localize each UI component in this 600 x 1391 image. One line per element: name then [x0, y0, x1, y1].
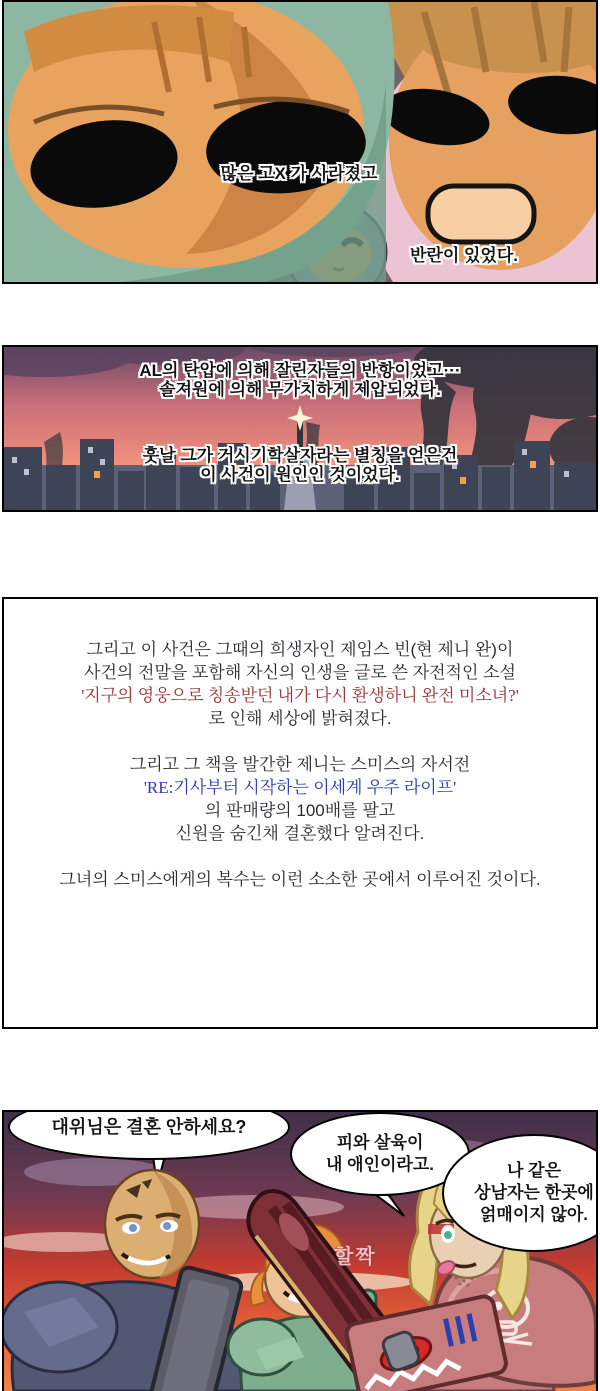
panel-three-soldiers	[2, 1110, 598, 1391]
narration-line-4: 로 인해 세상에 밝혀졌다.	[208, 709, 392, 728]
narration-line-5: 그리고 그 책을 발간한 제니는 스미스의 자서전	[129, 755, 471, 774]
panel1-artwork	[4, 2, 596, 282]
narration-line-8: 신원을 숨긴채 결혼했다 알려진다.	[175, 824, 425, 843]
caption-line: 솔져원에 의해 무가치하게 제압되었다.	[159, 380, 441, 399]
panel-closeup-faces	[2, 0, 598, 284]
narration-line-1: 그리고 이 사건은 그때의 희생자인 제임스 빈(현 제니 완)이	[86, 640, 514, 659]
caption-massacre-nickname	[4, 446, 596, 484]
bubble-text: 나 같은	[507, 1161, 561, 1180]
caption-line: 이 사건이 원인인 것이었다.	[200, 465, 400, 484]
narration-book-title-blue: 'RE:기사부터 시작하는 이세계 우주 라이프'	[143, 778, 457, 797]
bubble-text: 내 애인이라고.	[326, 1155, 434, 1174]
bubble-text: 피와 살육이	[336, 1133, 424, 1152]
caption-line: AL의 탄압에 의해 잘린자들의 반항이었고···	[139, 361, 461, 380]
caption-rebellion: 반란이 있었다.	[410, 246, 518, 265]
narration-book-title-red: '지구의 영웅으로 칭송받던 내가 다시 환생하니 완전 미소녀?'	[81, 686, 519, 705]
panel-burning-city	[2, 345, 598, 512]
narration-line-7: 의 판매량의 100배를 팔고	[204, 801, 396, 820]
panel-narration-text	[2, 597, 598, 1029]
caption-line: 훗날 그가 거시기학살자라는 별칭을 얻은건	[142, 446, 458, 465]
bubble-text: 상남자는 한곳에	[474, 1183, 594, 1202]
narration-line-2: 사건의 전말을 포함해 자신의 인생을 글로 쓴 자전적인 소설	[84, 663, 516, 682]
caption-many-disappeared: 많은 고X 가 사라졌고	[220, 164, 378, 183]
sfx-lick: 할짝	[334, 1246, 377, 1268]
bubble-text: 대위님은 결혼 안하세요?	[51, 1117, 247, 1137]
narration-line-9: 그녀의 스미스에게의 복수는 이런 소소한 곳에서 이루어진 것이다.	[59, 870, 541, 889]
character-green-hood	[4, 2, 395, 282]
bubble-text: 얽매이지 않아.	[480, 1205, 588, 1224]
caption-rebellion-context	[4, 361, 596, 399]
